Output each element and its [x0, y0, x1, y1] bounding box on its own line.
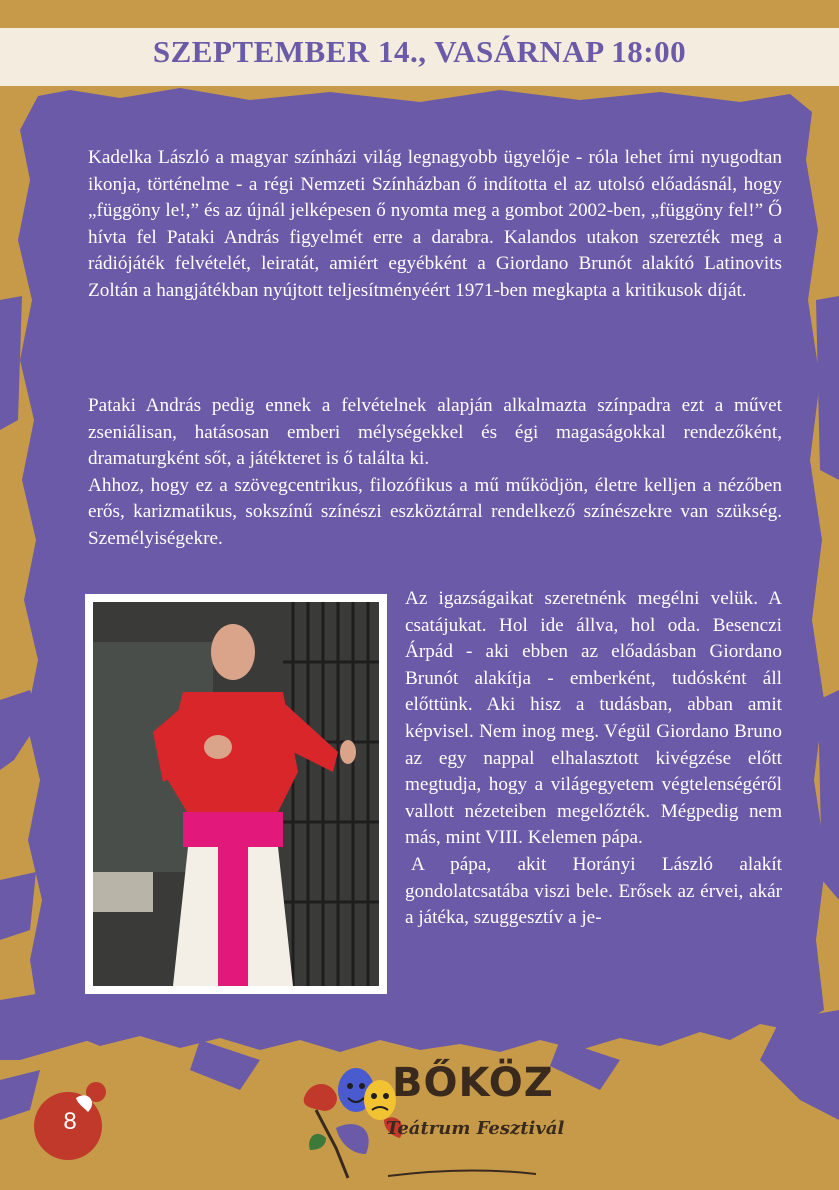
page-title: SZEPTEMBER 14., VASÁRNAP 18:00	[152, 34, 687, 69]
body-paragraph-3	[405, 586, 782, 932]
body-paragraph-2	[88, 393, 782, 553]
body-paragraph-2b: Ahhoz, hogy ez a szövegcentrikus, filozófikus a mű működjön, életre kelljen a nézőben erős, karizmatikus, sokszínű színészi eszköztárral rendelkező színészekre van szükség. Személyiségekre.	[88, 474, 782, 549]
page-number: 8	[63, 1108, 77, 1135]
body-paragraph-3b: A pápa, akit Horányi László alakít gondolatcsatába viszi bele. Erősek az érvei, akár a játéka, szuggesztív a je-	[405, 853, 782, 929]
logo-title: BŐKÖZ	[392, 1060, 554, 1106]
actor-photo-illustration	[93, 602, 379, 986]
body-paragraph-2a: Pataki András pedig ennek a felvételnek alapján alkalmazta színpadra ezt a művet zseniálisan, hatásosan emberi mélységekkel és égi magaságokkal rendezőként, dramaturgként sőt, a játékteret is ő találta ki.	[88, 395, 782, 470]
logo-subtitle: Teátrum Fesztivál	[386, 1118, 565, 1139]
photo-frame	[85, 594, 387, 994]
actor-photo	[93, 602, 379, 986]
body-paragraph-3a: Az igazságaikat szeretnénk megélni velük. A csatájukat. Hol ide állva, hol oda. Besenczi Árpád - aki ebben az előadásban Giordano Brunót alakítja - emberként, tudósként áll előttünk. Aki hisz a tudásban, abban amit képvisel. Nem inog meg. Végül Giordano Bruno az egy nappal elhalasztott kivégzése előtt megtudja, hogy a világegyetem végtelenségéről vallott nézeteiben megelőzték. Mégpedig nem más, mint VIII. Kelemen pápa.	[405, 588, 782, 849]
body-paragraph-1: Kadelka László a magyar színházi világ legnagyobb ügyelője - róla lehet írni nyugodtan ikonja, történelme - a régi Nemzeti Színházban ő indította el az utolsó előadásnál, hogy „függöny le!,” és az újnál jelképesen ő nyomta meg a gombot 2002-ben, „függöny fel!” Ő hívta fel Pataki András figyelmét erre a darabra. Kalandos utakon szerezték meg a rádiójáték felvételét, leiratát, amiért egyébként a Giordano Brunót alakító Latinovits Zoltán a hangjátékban nyújtott teljesítményéért 1971-ben megkapta a kritikusok díját.	[88, 147, 782, 301]
